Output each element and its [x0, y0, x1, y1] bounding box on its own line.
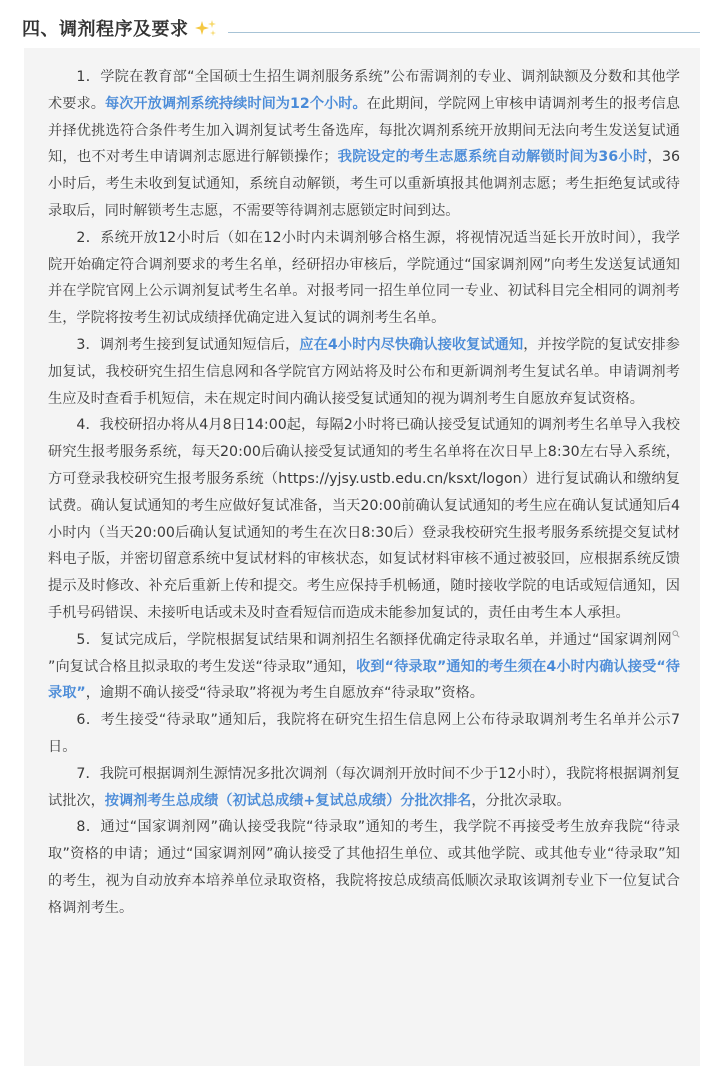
paragraph-6	[48, 707, 680, 761]
text-span: 3．调剂考生接到复试通知短信后，	[76, 336, 300, 353]
paragraph-1	[48, 64, 680, 225]
text-span: 7．我院可根据调剂生源情况多批次调剂（每次调剂开放时间不少于12小时），我院将根据调剂复试批次，	[48, 765, 680, 809]
highlight-text: 收到“待录取”通知的考生须在4小时内确认接受“待录取”	[48, 658, 680, 702]
text-span: ，36小时后，考生未收到复试通知，系统自动解锁，考生可以重新填报其他调剂志愿；考生拒绝复试或待录取后，同时解锁考生志愿，不需要等待调剂志愿锁定时间到达。	[48, 149, 680, 219]
section-title: 四、调剂程序及要求	[22, 19, 189, 40]
text-span: 2．系统开放12小时后（如在12小时内未调剂够合格生源，将视情况适当延长开放时间），我学院开始确定符合调剂要求的考生名单，经研招办审核后，学院通过“国家调剂网”向考生发送复试通知并在学院官网上公示调剂复试考生名单。对报考同一招生单位同一专业、初试科目完全相同的调剂考生，学院将按考生初试成绩择优确定进入复试的调剂考生名单。	[48, 229, 680, 327]
text-span: 6．考生接受“待录取”通知后，我院将在研究生招生信息网上公布待录取调剂考生名单并公示7日。	[48, 712, 680, 755]
text-span: 在此期间，学院网上审核申请调剂考生的报考信息并择优挑选符合条件考生加入调剂复试考生备选库，每批次调剂系统开放期间无法向考生发送复试通知，也不对考生申请调剂志愿进行解锁操作；	[48, 95, 680, 166]
sparkle-icon	[194, 18, 218, 38]
header-divider	[228, 32, 700, 33]
paragraph-3	[48, 332, 680, 412]
highlight-text: 按调剂考生总成绩（初试总成绩+复试总成绩）分批次排名	[104, 792, 472, 809]
text-span: ，并按学院的复试安排参加复试，我校研究生招生信息网和各学院官方网站将及时公布和更新调剂考生复试名单。申请调剂考生应及时查看手机短信，未在规定时间内确认接受复试通知的视为调剂考生自愿放弃复试资格。	[48, 336, 680, 407]
content-box	[24, 48, 700, 1066]
paragraph-2	[48, 225, 680, 332]
paragraph-7	[48, 761, 680, 815]
paragraph-5	[48, 627, 680, 707]
text-span: ，分批次录取。	[471, 792, 571, 809]
text-span: ，逾期不确认接受“待录取”将视为考生自愿放弃“待录取”资格。	[85, 685, 484, 702]
text-span: 8．通过“国家调剂网”确认接受我院“待录取”通知的考生，我学院不再接受考生放弃我院“待录取”资格的申请；通过“国家调剂网”确认接受了其他招生单位、或其他学院、或其他专业“待录取”知的考生，视为自动放弃本培养单位录取资格，我院将按总成绩高低顺次录取该调剂专业下一位复试合格调剂考生。	[48, 819, 680, 916]
section-header	[22, 13, 700, 43]
text-span: 4．我校研招办将从4月8日14:00起，每隔2小时将已确认接受复试通知的调剂考生名单导入我校研究生报考服务系统，每天20:00后确认接受复试通知的考生名单将在次日早上8:30左右导入系统，方可登录我校研究生报考服务系统（https://yjsy.ustb.edu.cn/ksxt/logon）进行复试确认和缴纳复试费。确认复试通知的考生应做好复试准备，当天20:00前确认复试通知的考生应在确认复试通知后4小时内（当天20:00后确认复试通知的考生在次日8:30后）登录我校研究生报考服务系统提交复试材料电子版，并密切留意系统中复试材料的审核状态，如复试材料审核不通过被驳回，应根据系统反馈提示及时修改、补充后重新上传和提交。考生应保持手机畅通，随时接收学院的电话或短信通知，因手机号码错误、未接听电话或未及时查看短信而造成未能参加复试的，责任由考生本人承担。	[48, 417, 680, 621]
highlight-text: 我院设定的考生志愿系统自动解锁时间为36小时	[337, 149, 648, 166]
text-span: 1．学院在教育部“全国硕士生招生调剂服务系统”公布需调剂的专业、调剂缺额及分数和其他学术要求。	[48, 69, 680, 112]
text-span: ”向复试合格且拟录取的考生发送“待录取”通知，	[48, 658, 357, 675]
highlight-text: 应在4小时内尽快确认接收复试通知	[299, 336, 524, 353]
text-span: 5．复试完成后，学院根据复试结果和调剂招生名额择优确定待录取名单，并通过“国家调剂网	[76, 631, 672, 648]
highlight-text: 每次开放调剂系统持续时间为12个小时。	[104, 95, 367, 112]
paragraph-8	[48, 814, 680, 921]
paragraph-4	[48, 412, 680, 626]
search-icon	[672, 630, 680, 638]
